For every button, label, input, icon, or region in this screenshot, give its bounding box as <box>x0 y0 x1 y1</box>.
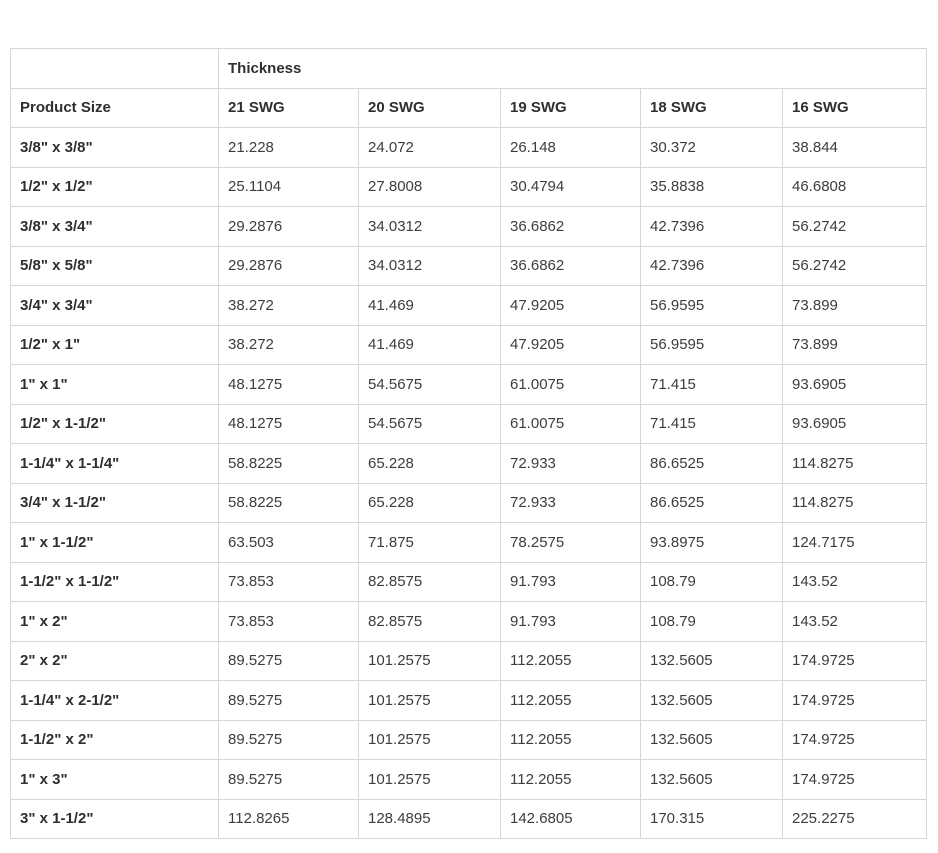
thickness-value-cell: 36.6862 <box>501 207 641 247</box>
thickness-value-cell: 56.9595 <box>641 325 783 365</box>
thickness-value-cell: 61.0075 <box>501 365 641 405</box>
thickness-value-cell: 73.853 <box>219 562 359 602</box>
product-size-cell: 3" x 1-1/2" <box>11 799 219 839</box>
column-header-18-swg: 18 SWG <box>641 88 783 128</box>
thickness-value-cell: 72.933 <box>501 444 641 484</box>
thickness-value-cell: 35.8838 <box>641 167 783 207</box>
thickness-value-cell: 143.52 <box>783 562 927 602</box>
column-header-row <box>11 88 927 128</box>
thickness-value-cell: 93.6905 <box>783 404 927 444</box>
thickness-value-cell: 72.933 <box>501 483 641 523</box>
product-size-cell: 5/8" x 5/8" <box>11 246 219 286</box>
thickness-value-cell: 42.7396 <box>641 207 783 247</box>
table-row <box>11 483 927 523</box>
empty-corner-cell <box>11 49 219 89</box>
thickness-value-cell: 78.2575 <box>501 523 641 563</box>
thickness-value-cell: 73.853 <box>219 602 359 642</box>
product-size-cell: 1-1/2" x 2" <box>11 720 219 760</box>
thickness-value-cell: 89.5275 <box>219 720 359 760</box>
thickness-value-cell: 58.8225 <box>219 483 359 523</box>
thickness-value-cell: 73.899 <box>783 325 927 365</box>
thickness-value-cell: 61.0075 <box>501 404 641 444</box>
swg-thickness-table <box>10 48 927 839</box>
column-header-product-size: Product Size <box>11 88 219 128</box>
thickness-value-cell: 71.415 <box>641 365 783 405</box>
thickness-value-cell: 38.272 <box>219 286 359 326</box>
thickness-value-cell: 34.0312 <box>359 207 501 247</box>
thickness-value-cell: 47.9205 <box>501 325 641 365</box>
thickness-value-cell: 48.1275 <box>219 404 359 444</box>
thickness-value-cell: 65.228 <box>359 444 501 484</box>
thickness-value-cell: 91.793 <box>501 602 641 642</box>
thickness-value-cell: 108.79 <box>641 602 783 642</box>
table-row <box>11 641 927 681</box>
thickness-value-cell: 132.5605 <box>641 641 783 681</box>
thickness-value-cell: 65.228 <box>359 483 501 523</box>
thickness-value-cell: 170.315 <box>641 799 783 839</box>
thickness-value-cell: 82.8575 <box>359 602 501 642</box>
thickness-value-cell: 26.148 <box>501 128 641 168</box>
thickness-value-cell: 63.503 <box>219 523 359 563</box>
thickness-value-cell: 174.9725 <box>783 760 927 800</box>
thickness-value-cell: 56.9595 <box>641 286 783 326</box>
thickness-value-cell: 73.899 <box>783 286 927 326</box>
table-row <box>11 681 927 721</box>
product-size-cell: 3/8" x 3/8" <box>11 128 219 168</box>
table-row <box>11 523 927 563</box>
thickness-value-cell: 38.272 <box>219 325 359 365</box>
column-header-20-swg: 20 SWG <box>359 88 501 128</box>
column-header-21-swg: 21 SWG <box>219 88 359 128</box>
thickness-value-cell: 128.4895 <box>359 799 501 839</box>
thickness-value-cell: 112.2055 <box>501 681 641 721</box>
thickness-value-cell: 56.2742 <box>783 246 927 286</box>
thickness-header-row <box>11 49 927 89</box>
product-size-cell: 1/2" x 1-1/2" <box>11 404 219 444</box>
thickness-value-cell: 41.469 <box>359 286 501 326</box>
thickness-value-cell: 174.9725 <box>783 720 927 760</box>
thickness-value-cell: 30.4794 <box>501 167 641 207</box>
thickness-value-cell: 30.372 <box>641 128 783 168</box>
thickness-value-cell: 34.0312 <box>359 246 501 286</box>
product-size-cell: 1/2" x 1" <box>11 325 219 365</box>
thickness-value-cell: 114.8275 <box>783 483 927 523</box>
table-row <box>11 365 927 405</box>
product-size-cell: 3/4" x 3/4" <box>11 286 219 326</box>
thickness-value-cell: 112.2055 <box>501 760 641 800</box>
thickness-value-cell: 132.5605 <box>641 760 783 800</box>
thickness-value-cell: 89.5275 <box>219 760 359 800</box>
product-size-cell: 1-1/4" x 1-1/4" <box>11 444 219 484</box>
thickness-value-cell: 112.8265 <box>219 799 359 839</box>
thickness-value-cell: 101.2575 <box>359 641 501 681</box>
thickness-value-cell: 56.2742 <box>783 207 927 247</box>
product-size-cell: 1" x 2" <box>11 602 219 642</box>
column-header-16-swg: 16 SWG <box>783 88 927 128</box>
thickness-value-cell: 101.2575 <box>359 681 501 721</box>
table-row <box>11 720 927 760</box>
thickness-value-cell: 132.5605 <box>641 681 783 721</box>
product-size-cell: 1" x 3" <box>11 760 219 800</box>
thickness-value-cell: 86.6525 <box>641 444 783 484</box>
table-row <box>11 799 927 839</box>
thickness-value-cell: 29.2876 <box>219 207 359 247</box>
thickness-value-cell: 112.2055 <box>501 720 641 760</box>
product-size-cell: 1/2" x 1/2" <box>11 167 219 207</box>
thickness-value-cell: 108.79 <box>641 562 783 602</box>
table-row <box>11 562 927 602</box>
product-size-cell: 3/4" x 1-1/2" <box>11 483 219 523</box>
table-row <box>11 325 927 365</box>
product-size-cell: 1-1/2" x 1-1/2" <box>11 562 219 602</box>
product-size-cell: 3/8" x 3/4" <box>11 207 219 247</box>
thickness-value-cell: 89.5275 <box>219 681 359 721</box>
thickness-value-cell: 142.6805 <box>501 799 641 839</box>
thickness-value-cell: 124.7175 <box>783 523 927 563</box>
thickness-value-cell: 114.8275 <box>783 444 927 484</box>
table-row <box>11 128 927 168</box>
thickness-value-cell: 174.9725 <box>783 681 927 721</box>
product-size-cell: 1" x 1" <box>11 365 219 405</box>
table-row <box>11 286 927 326</box>
thickness-value-cell: 174.9725 <box>783 641 927 681</box>
thickness-value-cell: 93.8975 <box>641 523 783 563</box>
thickness-value-cell: 86.6525 <box>641 483 783 523</box>
table-row <box>11 760 927 800</box>
thickness-value-cell: 27.8008 <box>359 167 501 207</box>
column-header-19-swg: 19 SWG <box>501 88 641 128</box>
thickness-value-cell: 89.5275 <box>219 641 359 681</box>
thickness-value-cell: 24.072 <box>359 128 501 168</box>
thickness-value-cell: 54.5675 <box>359 365 501 405</box>
thickness-value-cell: 41.469 <box>359 325 501 365</box>
thickness-value-cell: 143.52 <box>783 602 927 642</box>
thickness-value-cell: 71.415 <box>641 404 783 444</box>
table-row <box>11 602 927 642</box>
thickness-value-cell: 21.228 <box>219 128 359 168</box>
thickness-value-cell: 101.2575 <box>359 760 501 800</box>
table-row <box>11 246 927 286</box>
product-size-cell: 1" x 1-1/2" <box>11 523 219 563</box>
thickness-value-cell: 225.2275 <box>783 799 927 839</box>
thickness-value-cell: 36.6862 <box>501 246 641 286</box>
thickness-value-cell: 54.5675 <box>359 404 501 444</box>
thickness-value-cell: 48.1275 <box>219 365 359 405</box>
thickness-value-cell: 71.875 <box>359 523 501 563</box>
thickness-value-cell: 38.844 <box>783 128 927 168</box>
thickness-value-cell: 91.793 <box>501 562 641 602</box>
thickness-value-cell: 58.8225 <box>219 444 359 484</box>
product-size-cell: 1-1/4" x 2-1/2" <box>11 681 219 721</box>
table-body <box>11 128 927 839</box>
table-row <box>11 404 927 444</box>
table-row <box>11 444 927 484</box>
thickness-value-cell: 25.1104 <box>219 167 359 207</box>
thickness-value-cell: 47.9205 <box>501 286 641 326</box>
product-size-cell: 2" x 2" <box>11 641 219 681</box>
table-row <box>11 207 927 247</box>
thickness-value-cell: 132.5605 <box>641 720 783 760</box>
thickness-value-cell: 93.6905 <box>783 365 927 405</box>
thickness-value-cell: 42.7396 <box>641 246 783 286</box>
thickness-value-cell: 29.2876 <box>219 246 359 286</box>
thickness-header: Thickness <box>219 49 927 89</box>
thickness-value-cell: 46.6808 <box>783 167 927 207</box>
table-row <box>11 167 927 207</box>
thickness-value-cell: 101.2575 <box>359 720 501 760</box>
thickness-value-cell: 82.8575 <box>359 562 501 602</box>
thickness-value-cell: 112.2055 <box>501 641 641 681</box>
